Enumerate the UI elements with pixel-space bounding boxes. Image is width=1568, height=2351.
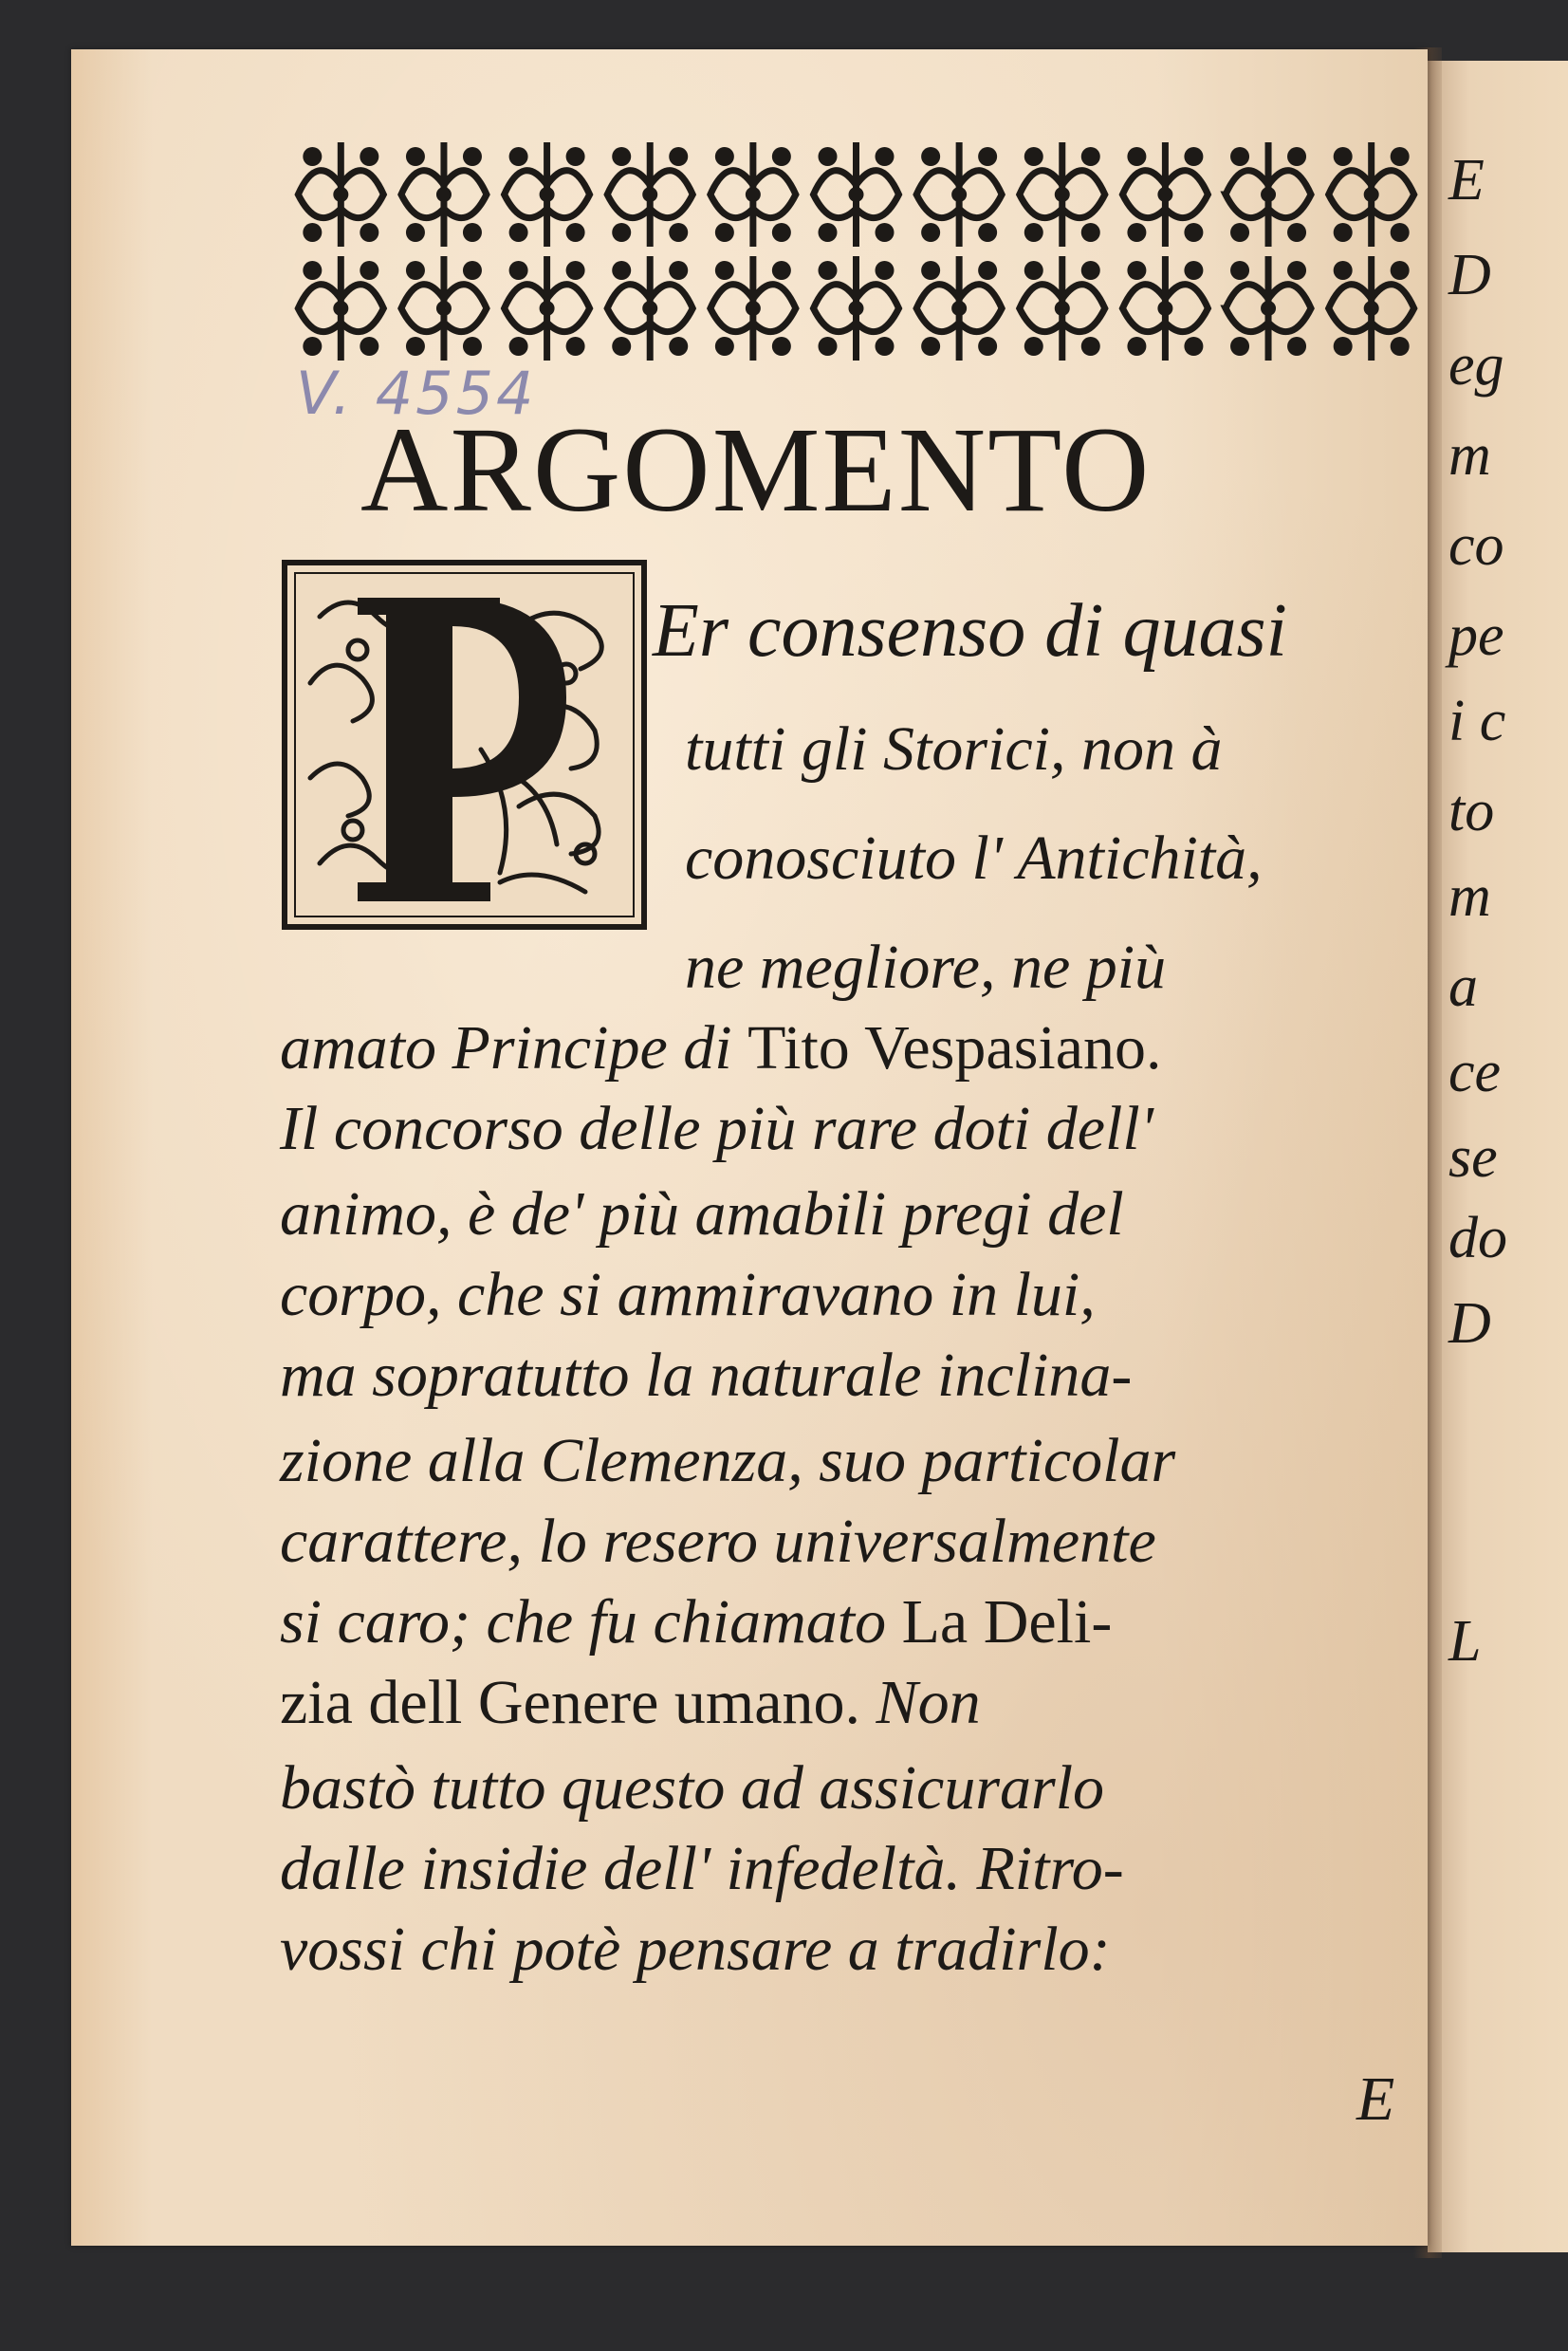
text-line [280, 1660, 1432, 1746]
facing-page-text-fragment: m [1448, 864, 1491, 929]
text-line-italic: ma sopratutto la naturale inclina- [280, 1341, 1133, 1410]
text-line-italic: bastò tutto questo ad assicurarlo [280, 1753, 1105, 1823]
text-line [685, 925, 1425, 1010]
shelfmark-annotation: V. 4554 [296, 359, 537, 428]
text-line [685, 707, 1425, 792]
text-line [280, 1006, 1432, 1091]
facing-page-text-fragment: a [1448, 954, 1478, 1019]
facing-page-text-fragment: co [1448, 513, 1504, 578]
text-line-roman: zia dell Genere umano. [280, 1668, 861, 1737]
facing-page-text-fragment: i c [1448, 689, 1506, 753]
facing-page-text-fragment: D [1448, 1291, 1491, 1356]
text-line [280, 1746, 1432, 1831]
facing-page-text-fragment: pe [1448, 603, 1504, 668]
text-line-italic: si caro; che fu chiamato [280, 1587, 887, 1657]
text-line [280, 1333, 1432, 1418]
facing-page-text-fragment: ce [1448, 1040, 1502, 1104]
facing-page-text-fragment: do [1448, 1206, 1507, 1270]
facing-page-text-fragment: L [1448, 1609, 1482, 1674]
text-line-italic: amato Principe di [280, 1013, 732, 1083]
facing-page-text-fragment: eg [1448, 333, 1504, 398]
text-line-italic: dalle insidie dell' infedeltà. Ritro- [280, 1834, 1124, 1903]
text-line-roman: La Deli- [901, 1587, 1113, 1657]
text-line-roman: Tito Vespasiano. [747, 1013, 1162, 1083]
text-line [280, 1418, 1432, 1504]
ornament-band [289, 138, 1423, 365]
text-line-italic: tutti gli Storici, non à [685, 714, 1223, 784]
catchword: E [1356, 2064, 1395, 2134]
text-line-italic: zione alla Clemenza, suo particolar [280, 1426, 1176, 1495]
text-line-italic: Non [876, 1668, 981, 1737]
text-line-italic: vossi chi potè pensare a tradirlo: [280, 1915, 1111, 1984]
text-line-italic: corpo, che si ammiravano in lui, [280, 1260, 1096, 1329]
facing-page-text-fragment: E [1448, 148, 1485, 213]
facing-page-text-fragment: m [1448, 423, 1491, 488]
text-line-italic: animo, è de' più amabili pregi del [280, 1179, 1124, 1249]
text-line [280, 1499, 1432, 1584]
text-line-italic: ne megliore, ne più [685, 933, 1167, 1002]
text-line [280, 1086, 1432, 1172]
text-line [280, 1826, 1432, 1912]
text-line [280, 1907, 1432, 1992]
page-heading: ARGOMENTO [360, 402, 1152, 537]
facing-page-text-fragment: D [1448, 243, 1491, 307]
text-line [280, 1252, 1432, 1338]
text-line [685, 816, 1425, 901]
text-line-italic: Il concorso delle più rare doti dell' [280, 1094, 1153, 1163]
decorated-initial-letter [282, 560, 647, 930]
text-line [280, 1172, 1432, 1257]
text-line-italic: carattere, lo resero universalmente [280, 1507, 1156, 1576]
facing-page [1428, 61, 1568, 2252]
text-line-italic: Er consenso di quasi [653, 589, 1287, 673]
text-line [653, 588, 1440, 674]
text-line-italic: conosciuto l' Antichità, [685, 824, 1263, 893]
text-line [280, 1580, 1432, 1665]
facing-page-text-fragment: se [1448, 1125, 1498, 1190]
facing-page-text-fragment: to [1448, 779, 1495, 843]
